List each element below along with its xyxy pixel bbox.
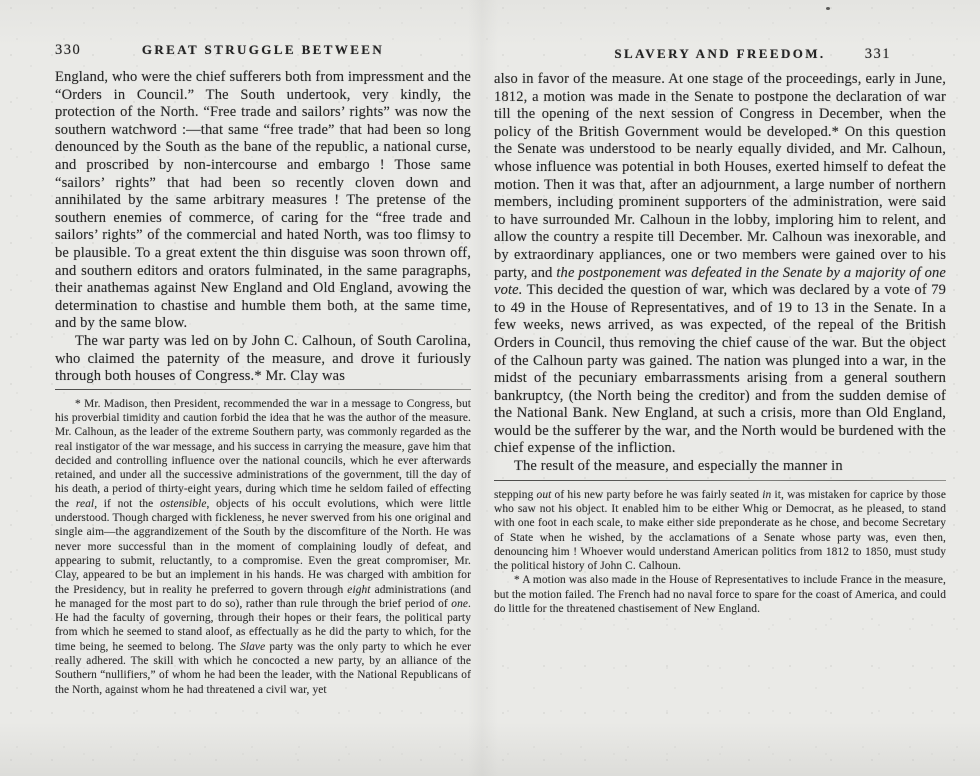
left-page-body-text [55,69,471,386]
text-segment: * Mr. Madison, then President, recommended the war in a message to Congress, but his proverbial timidity and caution forbid the idea that he was the author of the measure. Mr. Calhoun, as the leader of the extreme Southern party, was commonly regarded as the real instigator of the war message, and his success in carrying the measure, gave him that decided and controlling influence over the national councils, which he ever afterwards retained, and under all the successive administrations of the government, till the day of his death, a period of thirty-eight years, during which time he seldom failed of effecting the [55,397,471,510]
running-header-left: GREAT STRUGGLE BETWEEN [141,42,385,57]
text-segment: , objects of his occult evolutions, which were little understood. Though charged with fickleness, he never swerved from his one original and single aim—the aggrandizement of the South by the discomfiture of the North. He was never more successful than in the moment of complaining loudly of defeat, and appearing to submit, reluctantly, to a compromise. Even the great compromiser, Mr. Clay, appeared to be but an implement in his hands. He was charged with ambition for the Presidency, but in reality he preferred to govern through [55,497,471,596]
text-segment: stepping [494,488,537,501]
text-segment: in [762,488,772,501]
text-segment: it, was mistaken for caprice by those who saw not his object. It enabled him to be either Whig or Democrat, as he pleased, to stand with one foot in each scale, to make either side preponderate as he chose, and become Secretary of State when he wished, by the acclamations of a Senate whose party was, even then, denouncing him ! Whoever would understand American politics from 1812 to 1850, must study the political history of John C. Calhoun. [494,488,946,573]
footnote [55,397,471,697]
text-segment: party was the only party to which he ever really adhered. The skill with which he concocted a new party, by an alliance of the Southern “nullifiers,” of whom he had been the leader, with the National Republicans of the North, against whom he had threatened a civil war, yet [55,640,471,696]
left-page-header [55,42,471,59]
scan-speck-artifact [826,7,830,10]
paragraph [55,333,471,386]
footnote [494,488,946,574]
footnote-separator-rule [55,389,471,390]
text-segment: one [451,597,469,610]
text-segment: ostensible [159,497,207,510]
text-segment: The result of the measure, and especially the manner in [514,458,843,475]
paragraph [494,458,946,476]
right-page-footnotes [494,488,946,617]
footnote-separator-rule [494,480,946,481]
text-segment: out [536,488,552,501]
right-page-header [494,46,946,63]
running-header-right: SLAVERY AND FREEDOM. [614,46,826,61]
text-segment: of his new party before he was fairly seated [551,488,763,501]
text-segment: , if not the [94,497,160,510]
text-segment: This decided the question of war, which was declared by a vote of 79 to 49 in the House of Representatives, and of 19 to 13 in the Senate. In a few weeks, news arrived, as was expected, of the repeal of the British Orders in Council, thus removing the chief cause of the war. But the object of the Calhoun party was gained. The nation was plunged into a war, in the midst of the pecuniary embarrassments arising from a general southern bankruptcy, (the North being the creditor) and from the sudden demise of the National Bank. New England, at such a crisis, more than Old England, would be the sufferer by the war, and the North would be burdened with the chief expense of the infliction. [494,282,946,457]
text-segment: The war party was led on by John C. Calhoun, of South Carolina, who claimed the paternity of the measure, and drove it furiously through both houses of Congress.* Mr. Clay was [55,332,471,385]
text-segment: Slave [240,640,266,653]
text-segment: * A motion was also made in the House of Representatives to include France in the measure, but the motion failed. The French had no naval force to spare for the coast of America, and could do little for the threatened chastisement of New England. [494,574,946,616]
right-page [494,46,946,616]
text-segment: England, who were the chief sufferers both from impressment and the “Orders in Council.” The South undertook, very kindly, the protection of the North. “Free trade and sailors’ rights” was now the southern watchword :—that same “free trade” that had been so long denounced by the South as the bane of the republic, a national curse, and proscribed by non-intercourse and embargo ! Those same “sailors’ rights” that had been so recently cloven down and annihilated by the same arbitrary measures ! The pretense of the southern enemies of commerce, of caring for the “free trade and sailors’ rights” of the commercial and hated North, was too flimsy to be plausible. To a great extent the thin disguise was soon thrown off, and southern editors and orators fulminated, in the same paragraphs, their anathemas against New England and Old England, avowing the determination to chastise and humble them both, at the same time, and by the same blow. [55,69,471,332]
text-segment: the postponement was defeated in the Senate by a majority of one vote. [494,264,947,299]
left-page [55,42,471,697]
text-segment: administrations (and he managed for the most part to do so), rather than rule through the brief period of [55,583,471,610]
page-number-left: 330 [55,42,82,58]
paragraph [494,71,946,458]
right-page-body-text [494,71,946,476]
text-segment: . He had the faculty of governing, through their hopes or their fears, the political party from which he seemed to stand aloof, as effectually as he did the party to which, for the time being, he seemed to belong. The [55,597,471,653]
footnote [494,573,946,616]
text-segment: also in favor of the measure. At one stage of the proceedings, early in June, 1812, a motion was made in the Senate to postpone the declaration of war till the opening of the next session of Congress in December, when the policy of the British Government would be developed.* On this question the Senate was understood to be nearly equally divided, and Mr. Calhoun, whose influence was potential in both Houses, exerted himself to defeat the motion. Then it was that, after an adjournment, a large number of northern members, including prominent supporters of the administration, were said to have surrounded Mr. Calhoun in the lobby, imploring him to relent, and allow the country a respite till December. Mr. Calhoun was inexorable, and by extraordinary appliances, one or two members were gained over to his party, and [494,71,946,281]
paragraph [55,69,471,333]
left-page-footnotes [55,397,471,697]
text-segment: real [75,497,95,510]
text-segment: eight [347,583,371,596]
page-number-right: 331 [864,46,891,62]
